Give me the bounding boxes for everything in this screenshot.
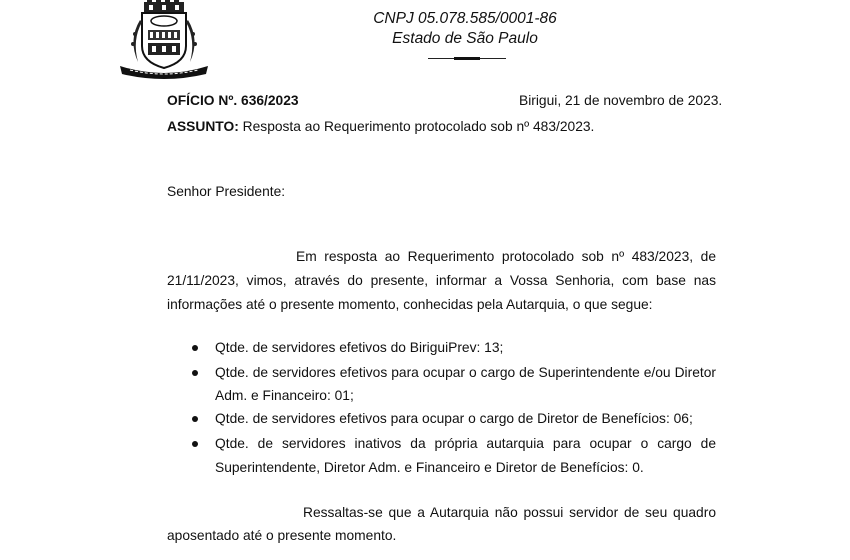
cnpj-text: CNPJ 05.078.585/0001-86 [373,10,557,27]
list-item-4-line-2: Superintendente, Diretor Adm. e Financeiro e Diretor de Benefícios: 0. [215,460,644,475]
bullet-icon [192,370,198,376]
coat-of-arms-icon [118,0,210,84]
list-item-2-line-1: Qtde. de servidores efetivos para ocupar o cargo de Superintendente e/ou Diretor [215,365,716,380]
list-item-3: Qtde. de servidores efetivos para ocupar o cargo de Diretor de Benefícios: 06; [215,411,693,426]
state-text: Estado de São Paulo [392,30,538,47]
bullet-icon [192,441,198,447]
subject-label: ASSUNTO: [167,119,239,134]
paragraph-1-line-2: 21/11/2023, vimos, através do presente, informar a Vossa Senhoria, com base nas [167,273,716,288]
place-date: Birigui, 21 de novembro de 2023. [519,93,723,108]
paragraph-1-line-3: informações até o presente momento, conhecidas pela Autarquia, o que segue: [167,297,653,312]
subject-line [167,118,594,136]
header-divider [428,57,506,60]
bullet-icon [192,416,198,422]
bullet-icon [192,345,198,351]
subject-text: Resposta ao Requerimento protocolado sob nº 483/2023. [242,119,595,134]
paragraph-1-line-1: Em resposta ao Requerimento protocolado sob nº 483/2023, de [296,249,716,264]
paragraph-2-line-2: aposentado até o presente momento. [167,528,397,543]
list-item-2-line-2: Adm. e Financeiro: 01; [215,388,354,403]
paragraph-2-line-1: Ressaltas-se que a Autarquia não possui servidor de seu quadro [303,505,716,520]
oficio-number: OFÍCIO Nº. 636/2023 [167,93,299,108]
list-item-1: Qtde. de servidores efetivos do BiriguiPrev: 13; [215,340,504,355]
list-item-4-line-1: Qtde. de servidores inativos da própria autarquia para ocupar o cargo de [215,436,716,451]
letterhead [340,9,590,49]
salutation: Senhor Presidente: [167,184,286,199]
